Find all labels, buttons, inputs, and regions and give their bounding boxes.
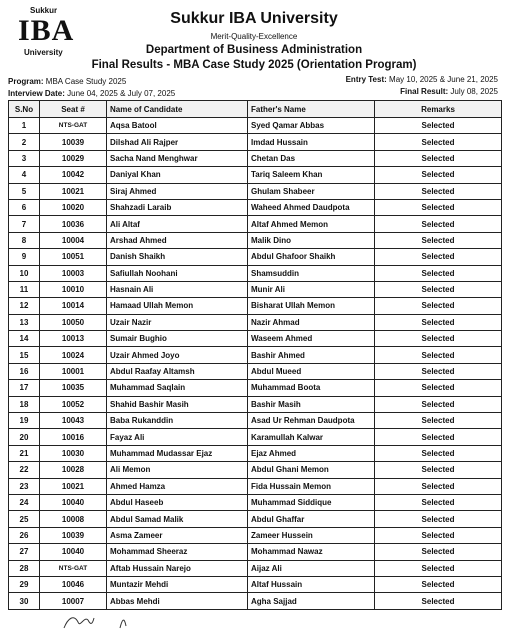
department-title: Department of Business Administration bbox=[145, 44, 363, 56]
cell-father-name: Abdul Ghafoor Shaikh bbox=[248, 249, 375, 265]
cell-seat: 10043 bbox=[40, 413, 107, 429]
cell-seat: 10004 bbox=[40, 232, 107, 248]
final-result-value: July 08, 2025 bbox=[450, 87, 498, 96]
table-row bbox=[9, 429, 502, 445]
cell-candidate-name: Muhammad Mudassar Ejaz bbox=[107, 445, 248, 461]
cell-father-name: Agha Sajjad bbox=[248, 593, 375, 609]
table-row bbox=[9, 199, 502, 215]
cell-sno: 21 bbox=[9, 445, 40, 461]
cell-candidate-name: Sumair Bughio bbox=[107, 331, 248, 347]
cell-father-name: Aijaz Ali bbox=[248, 560, 375, 576]
cell-sno: 24 bbox=[9, 494, 40, 510]
cell-sno: 11 bbox=[9, 281, 40, 297]
cell-candidate-name: Fayaz Ali bbox=[107, 429, 248, 445]
table-header-row bbox=[9, 101, 502, 118]
cell-candidate-name: Abbas Mehdi bbox=[107, 593, 248, 609]
cell-seat: 10029 bbox=[40, 150, 107, 166]
cell-seat: NTS-GAT bbox=[40, 118, 107, 134]
cell-sno: 2 bbox=[9, 134, 40, 150]
university-title: Sukkur IBA University bbox=[170, 10, 338, 27]
cell-candidate-name: Shahid Bashir Masih bbox=[107, 396, 248, 412]
cell-father-name: Bashir Masih bbox=[248, 396, 375, 412]
cell-remarks: Selected bbox=[375, 347, 502, 363]
cell-candidate-name: Abdul Samad Malik bbox=[107, 511, 248, 527]
cell-father-name: Bashir Ahmed bbox=[248, 347, 375, 363]
signature-mark bbox=[60, 612, 150, 629]
cell-sno: 4 bbox=[9, 167, 40, 183]
table-row bbox=[9, 576, 502, 592]
cell-seat: 10001 bbox=[40, 363, 107, 379]
table-row bbox=[9, 445, 502, 461]
header-father-name: Father's Name bbox=[248, 101, 375, 118]
cell-remarks: Selected bbox=[375, 380, 502, 396]
cell-remarks: Selected bbox=[375, 429, 502, 445]
table-body bbox=[9, 118, 502, 610]
table-row bbox=[9, 593, 502, 609]
interview-date-value: June 04, 2025 & July 07, 2025 bbox=[67, 89, 176, 98]
cell-seat: 10021 bbox=[40, 478, 107, 494]
cell-father-name: Imdad Hussain bbox=[248, 134, 375, 150]
table-row bbox=[9, 478, 502, 494]
cell-seat: 10013 bbox=[40, 331, 107, 347]
cell-remarks: Selected bbox=[375, 413, 502, 429]
table-row bbox=[9, 462, 502, 478]
cell-remarks: Selected bbox=[375, 134, 502, 150]
cell-candidate-name: Uzair Ahmed Joyo bbox=[107, 347, 248, 363]
cell-father-name: Karamullah Kalwar bbox=[248, 429, 375, 445]
table-row bbox=[9, 314, 502, 330]
cell-seat: 10028 bbox=[40, 462, 107, 478]
cell-candidate-name: Shahzadi Laraib bbox=[107, 199, 248, 215]
final-result-label: Final Result: bbox=[400, 87, 449, 96]
cell-father-name: Muhammad Siddique bbox=[248, 494, 375, 510]
final-result-info bbox=[400, 87, 498, 96]
interview-date-label: Interview Date: bbox=[8, 89, 65, 98]
cell-father-name: Nazir Ahmad bbox=[248, 314, 375, 330]
cell-father-name: Altaf Hussain bbox=[248, 576, 375, 592]
cell-sno: 9 bbox=[9, 249, 40, 265]
cell-candidate-name: Aftab Hussain Narejo bbox=[107, 560, 248, 576]
cell-seat: 10046 bbox=[40, 576, 107, 592]
cell-remarks: Selected bbox=[375, 478, 502, 494]
cell-remarks: Selected bbox=[375, 265, 502, 281]
cell-candidate-name: Mohammad Sheeraz bbox=[107, 544, 248, 560]
cell-father-name: Syed Qamar Abbas bbox=[248, 118, 375, 134]
cell-seat: 10003 bbox=[40, 265, 107, 281]
cell-father-name: Abdul Ghani Memon bbox=[248, 462, 375, 478]
cell-seat: 10051 bbox=[40, 249, 107, 265]
table-row bbox=[9, 560, 502, 576]
cell-candidate-name: Siraj Ahmed bbox=[107, 183, 248, 199]
table-row bbox=[9, 494, 502, 510]
cell-father-name: Waheed Ahmed Daudpota bbox=[248, 199, 375, 215]
cell-seat: 10052 bbox=[40, 396, 107, 412]
cell-sno: 19 bbox=[9, 413, 40, 429]
cell-father-name: Muhammad Boota bbox=[248, 380, 375, 396]
cell-candidate-name: Arshad Ahmed bbox=[107, 232, 248, 248]
cell-candidate-name: Abdul Raafay Altamsh bbox=[107, 363, 248, 379]
table-row bbox=[9, 167, 502, 183]
cell-remarks: Selected bbox=[375, 331, 502, 347]
cell-candidate-name: Sacha Nand Menghwar bbox=[107, 150, 248, 166]
cell-sno: 29 bbox=[9, 576, 40, 592]
interview-date-info bbox=[8, 89, 175, 98]
cell-remarks: Selected bbox=[375, 118, 502, 134]
header-candidate-name: Name of Candidate bbox=[107, 101, 248, 118]
cell-sno: 8 bbox=[9, 232, 40, 248]
cell-remarks: Selected bbox=[375, 232, 502, 248]
cell-father-name: Ghulam Shabeer bbox=[248, 183, 375, 199]
cell-sno: 17 bbox=[9, 380, 40, 396]
table-row bbox=[9, 527, 502, 543]
cell-father-name: Fida Hussain Memon bbox=[248, 478, 375, 494]
table-row bbox=[9, 281, 502, 297]
cell-sno: 16 bbox=[9, 363, 40, 379]
header-sno: S.No bbox=[9, 101, 40, 118]
cell-remarks: Selected bbox=[375, 281, 502, 297]
cell-remarks: Selected bbox=[375, 199, 502, 215]
cell-remarks: Selected bbox=[375, 183, 502, 199]
cell-remarks: Selected bbox=[375, 216, 502, 232]
cell-candidate-name: Ali Altaf bbox=[107, 216, 248, 232]
cell-seat: 10040 bbox=[40, 544, 107, 560]
table-row bbox=[9, 347, 502, 363]
cell-candidate-name: Aqsa Batool bbox=[107, 118, 248, 134]
cell-candidate-name: Safiullah Noohani bbox=[107, 265, 248, 281]
cell-seat: 10035 bbox=[40, 380, 107, 396]
cell-father-name: Altaf Ahmed Memon bbox=[248, 216, 375, 232]
cell-sno: 7 bbox=[9, 216, 40, 232]
table-row bbox=[9, 265, 502, 281]
cell-sno: 14 bbox=[9, 331, 40, 347]
cell-sno: 6 bbox=[9, 199, 40, 215]
cell-candidate-name: Ahmed Hamza bbox=[107, 478, 248, 494]
entry-test-info bbox=[346, 75, 498, 84]
cell-remarks: Selected bbox=[375, 150, 502, 166]
cell-remarks: Selected bbox=[375, 314, 502, 330]
cell-sno: 12 bbox=[9, 298, 40, 314]
cell-sno: 13 bbox=[9, 314, 40, 330]
cell-remarks: Selected bbox=[375, 167, 502, 183]
table-row bbox=[9, 413, 502, 429]
cell-remarks: Selected bbox=[375, 576, 502, 592]
cell-sno: 20 bbox=[9, 429, 40, 445]
cell-remarks: Selected bbox=[375, 396, 502, 412]
cell-seat: 10036 bbox=[40, 216, 107, 232]
cell-sno: 23 bbox=[9, 478, 40, 494]
cell-sno: 25 bbox=[9, 511, 40, 527]
cell-candidate-name: Danish Shaikh bbox=[107, 249, 248, 265]
program-value: MBA Case Study 2025 bbox=[45, 77, 127, 86]
cell-father-name: Asad Ur Rehman Daudpota bbox=[248, 413, 375, 429]
cell-candidate-name: Hasnain Ali bbox=[107, 281, 248, 297]
cell-remarks: Selected bbox=[375, 593, 502, 609]
cell-father-name: Zameer Hussein bbox=[248, 527, 375, 543]
entry-test-label: Entry Test: bbox=[345, 75, 387, 84]
cell-father-name: Abdul Ghaffar bbox=[248, 511, 375, 527]
cell-candidate-name: Hamaad Ullah Memon bbox=[107, 298, 248, 314]
cell-father-name: Tariq Saleem Khan bbox=[248, 167, 375, 183]
university-motto: Merit-Quality-Excellence bbox=[210, 32, 298, 41]
cell-seat: 10042 bbox=[40, 167, 107, 183]
cell-seat: 10021 bbox=[40, 183, 107, 199]
table-row bbox=[9, 249, 502, 265]
table-row bbox=[9, 331, 502, 347]
cell-seat: 10050 bbox=[40, 314, 107, 330]
cell-seat: 10008 bbox=[40, 511, 107, 527]
cell-remarks: Selected bbox=[375, 494, 502, 510]
table-row bbox=[9, 232, 502, 248]
cell-father-name: Shamsuddin bbox=[248, 265, 375, 281]
cell-sno: 5 bbox=[9, 183, 40, 199]
cell-seat: 10040 bbox=[40, 494, 107, 510]
cell-remarks: Selected bbox=[375, 363, 502, 379]
cell-sno: 22 bbox=[9, 462, 40, 478]
table-row bbox=[9, 134, 502, 150]
cell-remarks: Selected bbox=[375, 249, 502, 265]
cell-seat: 10039 bbox=[40, 527, 107, 543]
table-row bbox=[9, 380, 502, 396]
cell-sno: 18 bbox=[9, 396, 40, 412]
cell-sno: 27 bbox=[9, 544, 40, 560]
cell-remarks: Selected bbox=[375, 298, 502, 314]
cell-candidate-name: Daniyal Khan bbox=[107, 167, 248, 183]
results-title: Final Results - MBA Case Study 2025 (Orientation Program) bbox=[91, 59, 417, 71]
cell-candidate-name: Ali Memon bbox=[107, 462, 248, 478]
cell-seat: 10024 bbox=[40, 347, 107, 363]
cell-candidate-name: Uzair Nazir bbox=[107, 314, 248, 330]
cell-candidate-name: Muhammad Saqlain bbox=[107, 380, 248, 396]
program-label: Program: bbox=[8, 77, 44, 86]
logo-text-top: Sukkur bbox=[30, 6, 58, 15]
cell-remarks: Selected bbox=[375, 445, 502, 461]
cell-candidate-name: Dilshad Ali Rajper bbox=[107, 134, 248, 150]
cell-father-name: Ejaz Ahmed bbox=[248, 445, 375, 461]
cell-father-name: Malik Dino bbox=[248, 232, 375, 248]
entry-test-value: May 10, 2025 & June 21, 2025 bbox=[389, 75, 498, 84]
table-row bbox=[9, 511, 502, 527]
cell-sno: 26 bbox=[9, 527, 40, 543]
cell-father-name: Chetan Das bbox=[248, 150, 375, 166]
cell-remarks: Selected bbox=[375, 511, 502, 527]
logo-text-bottom: University bbox=[24, 48, 63, 57]
cell-candidate-name: Muntazir Mehdi bbox=[107, 576, 248, 592]
cell-father-name: Abdul Mueed bbox=[248, 363, 375, 379]
cell-father-name: Mohammad Nawaz bbox=[248, 544, 375, 560]
table-row bbox=[9, 363, 502, 379]
results-table bbox=[8, 100, 502, 610]
cell-remarks: Selected bbox=[375, 527, 502, 543]
cell-candidate-name: Baba Rukanddin bbox=[107, 413, 248, 429]
table-row bbox=[9, 216, 502, 232]
table-row bbox=[9, 298, 502, 314]
cell-candidate-name: Asma Zameer bbox=[107, 527, 248, 543]
cell-father-name: Bisharat Ullah Memon bbox=[248, 298, 375, 314]
cell-seat: 10016 bbox=[40, 429, 107, 445]
cell-sno: 28 bbox=[9, 560, 40, 576]
cell-seat: 10020 bbox=[40, 199, 107, 215]
cell-remarks: Selected bbox=[375, 462, 502, 478]
table-row bbox=[9, 183, 502, 199]
table-row bbox=[9, 150, 502, 166]
cell-sno: 15 bbox=[9, 347, 40, 363]
header-seat: Seat # bbox=[40, 101, 107, 118]
cell-sno: 30 bbox=[9, 593, 40, 609]
table-row bbox=[9, 544, 502, 560]
cell-sno: 3 bbox=[9, 150, 40, 166]
cell-father-name: Waseem Ahmed bbox=[248, 331, 375, 347]
cell-sno: 10 bbox=[9, 265, 40, 281]
header-remarks: Remarks bbox=[375, 101, 502, 118]
cell-seat: 10010 bbox=[40, 281, 107, 297]
cell-seat: 10030 bbox=[40, 445, 107, 461]
cell-seat: 10014 bbox=[40, 298, 107, 314]
program-info bbox=[8, 77, 126, 86]
cell-remarks: Selected bbox=[375, 560, 502, 576]
cell-seat: 10007 bbox=[40, 593, 107, 609]
table-row bbox=[9, 396, 502, 412]
logo-text-main: IBA bbox=[18, 14, 75, 47]
cell-remarks: Selected bbox=[375, 544, 502, 560]
table-row bbox=[9, 118, 502, 134]
cell-candidate-name: Abdul Haseeb bbox=[107, 494, 248, 510]
cell-seat: 10039 bbox=[40, 134, 107, 150]
cell-seat: NTS-GAT bbox=[40, 560, 107, 576]
cell-father-name: Munir Ali bbox=[248, 281, 375, 297]
cell-sno: 1 bbox=[9, 118, 40, 134]
